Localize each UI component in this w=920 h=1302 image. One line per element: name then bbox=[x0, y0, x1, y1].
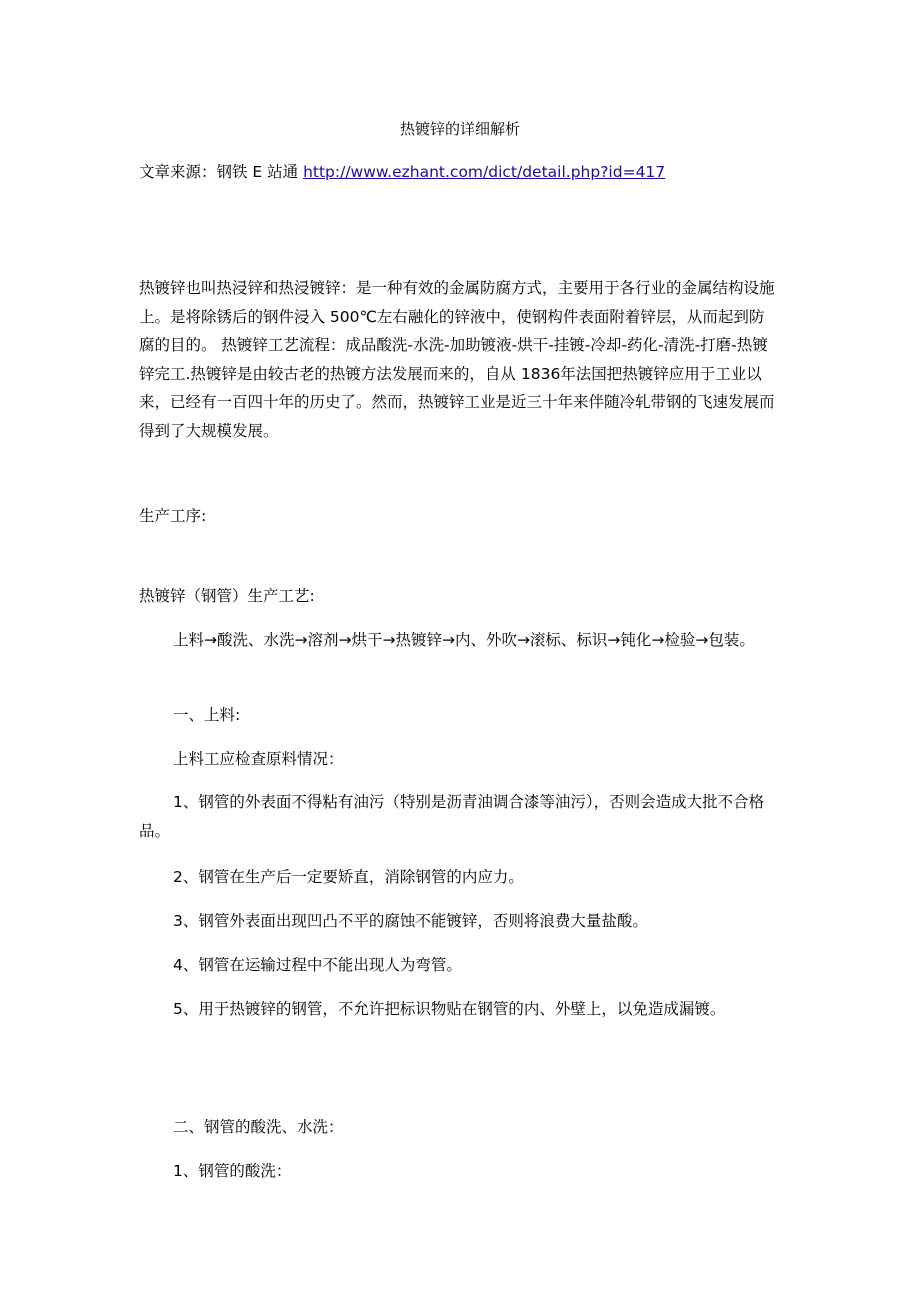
list-item-5: 5、用于热镀锌的钢管，不允许把标识物贴在钢管的内、外壁上，以免造成漏镀。 bbox=[173, 1000, 726, 1018]
list-item-4: 4、钢管在运输过程中不能出现人为弯管。 bbox=[173, 956, 462, 974]
list-item-1: 1、钢管的外表面不得粘有油污（特别是沥青油调合漆等油污），否则会造成大批不合格品。 bbox=[139, 793, 765, 840]
process-heading: 热镀锌（钢管）生产工艺: bbox=[139, 587, 315, 605]
section1-heading: 一、上料: bbox=[173, 706, 241, 724]
source-link[interactable]: http://www.ezhant.com/dict/detail.php?id=417 bbox=[303, 163, 666, 181]
document-title: 热镀锌的详细解析 bbox=[399, 120, 520, 138]
source-label: 文章来源：钢铁 E 站通 bbox=[139, 163, 304, 181]
process-flow-paragraph: 上料→酸洗、水洗→溶剂→烘干→热镀锌→内、外吹→滚标、标识→钝化→检验→包装。 bbox=[173, 631, 755, 649]
source-line bbox=[139, 161, 799, 183]
section1-subheading: 上料工应检查原料情况： bbox=[173, 750, 344, 768]
list-item-2: 2、钢管在生产后一定要矫直，消除钢管的内应力。 bbox=[173, 868, 524, 886]
production-heading: 生产工序: bbox=[139, 507, 207, 525]
section2-heading: 二、钢管的酸洗、水洗： bbox=[173, 1118, 344, 1136]
intro-paragraph: 热镀锌也叫热浸锌和热浸镀锌：是一种有效的金属防腐方式，主要用于各行业的金属结构设施上。是将除锈后的钢件浸入 500℃左右融化的锌液中，使钢构件表面附着锌层，从而起到防腐的目的。 热镀锌工艺流程：成品酸洗-水洗-加助镀液-烘干-挂镀-冷却-药化-清洗-打磨-热镀锌完工.热镀锌是由较古老的热镀方法发展而来的，自从 1836年法国把热镀锌应用于工业以来，已经有一百四十年的历史了。然而，热镀锌工业是近三十年来伴随冷轧带钢的飞速发展而得到了大规模发展。 bbox=[139, 279, 775, 440]
list-item-3: 3、钢管外表面出现凹凸不平的腐蚀不能镀锌，否则将浪费大量盐酸。 bbox=[173, 912, 648, 930]
section2-item-1: 1、钢管的酸洗： bbox=[173, 1162, 292, 1180]
